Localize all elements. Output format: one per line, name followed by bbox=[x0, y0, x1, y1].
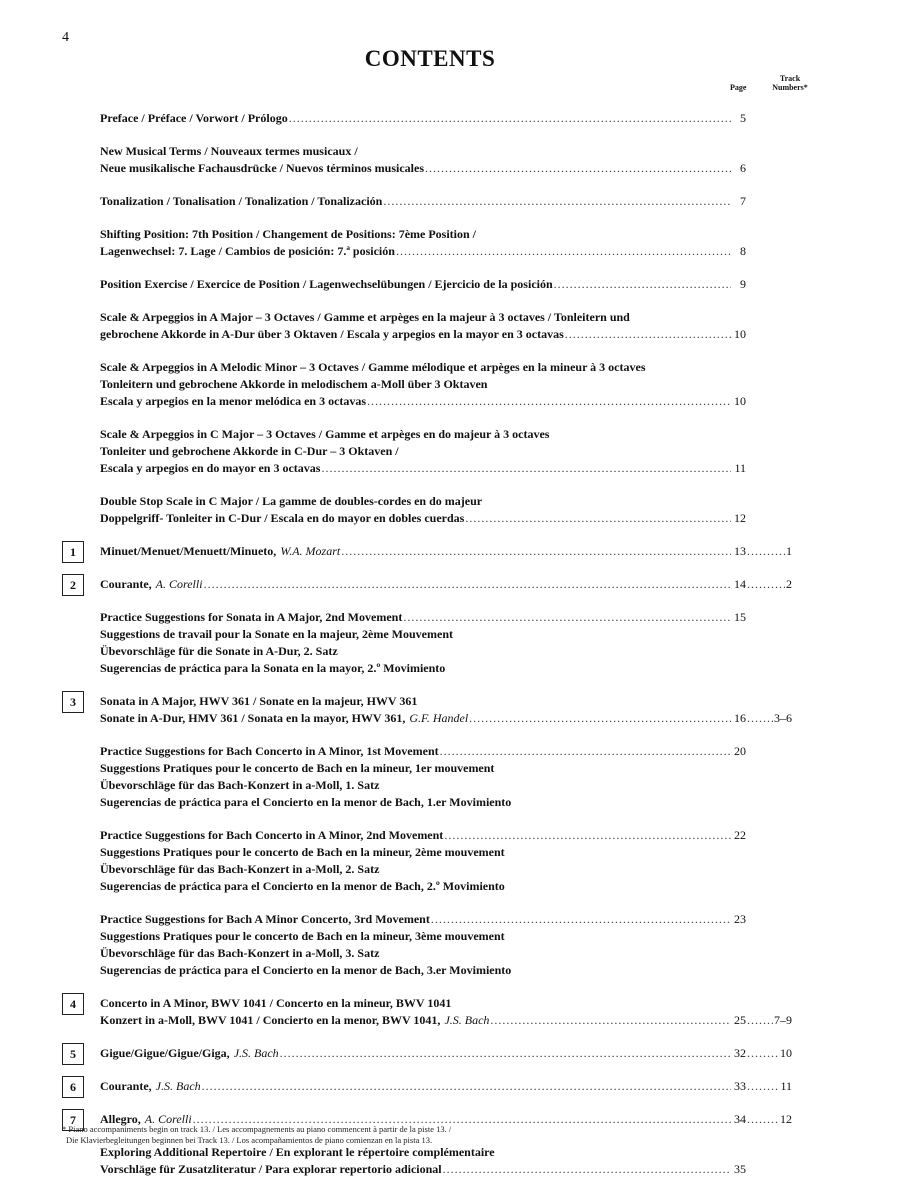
track-numbers: 7–9 bbox=[774, 1013, 792, 1027]
entry-line bbox=[100, 794, 800, 811]
contents-entry[interactable] bbox=[100, 1144, 800, 1178]
track-number-box: 2 bbox=[62, 574, 84, 596]
entry-title: Sugerencias de práctica para el Concierto en la menor de Bach, 2.º Movimiento bbox=[100, 879, 505, 893]
page-ref: 8 bbox=[740, 244, 746, 258]
entry-title: Suggestions de travail pour la Sonate en la majeur, 2ème Mouvement bbox=[100, 627, 453, 641]
contents-list bbox=[70, 110, 800, 1194]
entry-title: Shifting Position: 7th Position / Changement de Positions: 7ème Position / bbox=[100, 227, 477, 241]
entry-title: Practice Suggestions for Bach A Minor Concerto, 3rd Movement bbox=[100, 912, 430, 926]
entry-title: Sugerencias de práctica para la Sonata en la mayor, 2.º Movimiento bbox=[100, 661, 446, 675]
dot-leader bbox=[321, 460, 731, 477]
entry-line bbox=[100, 928, 800, 945]
dot-leader bbox=[444, 827, 731, 844]
entry-title: Practice Suggestions for Bach Concerto in A Minor, 2nd Movement bbox=[100, 828, 444, 842]
entry-title: Neue musikalische Fachausdrücke / Nuevos términos musicales bbox=[100, 161, 424, 175]
entry-line bbox=[100, 359, 800, 376]
entry-line bbox=[100, 962, 800, 979]
track-ref bbox=[746, 1012, 792, 1029]
entry-title: Courante, bbox=[100, 1079, 152, 1093]
entry-line bbox=[100, 911, 746, 928]
dot-leader bbox=[440, 743, 731, 760]
entry-title: Doppelgriff- Tonleiter in C-Dur / Escala en do mayor en dobles cuerdas bbox=[100, 511, 465, 525]
composer-name: J.S. Bach bbox=[233, 1046, 279, 1060]
entry-title: Double Stop Scale in C Major / La gamme de doubles-cordes en do majeur bbox=[100, 494, 483, 508]
entry-line bbox=[100, 543, 792, 560]
entry-title: Scale & Arpeggios in A Major – 3 Octaves / Gamme et arpèges en la majeur à 3 octaves / Tonleitern und bbox=[100, 310, 630, 324]
entry-line bbox=[100, 193, 746, 210]
entry-title: Übevorschläge für das Bach-Konzert in a-Moll, 1. Satz bbox=[100, 778, 380, 792]
track-header-line2: Numbers* bbox=[772, 83, 808, 92]
contents-entry[interactable] bbox=[100, 911, 800, 979]
entry-line bbox=[100, 777, 800, 794]
entry-title: Vorschläge für Zusatzliteratur / Para explorar repertorio adicional bbox=[100, 1162, 442, 1176]
entry-line bbox=[100, 276, 746, 293]
entry-line bbox=[100, 376, 800, 393]
entry-title: Escala y arpegios en do mayor en 3 octavas bbox=[100, 461, 321, 475]
entry-line bbox=[100, 326, 746, 343]
entry-line bbox=[100, 309, 800, 326]
entry-line bbox=[100, 827, 746, 844]
track-number-box: 4 bbox=[62, 993, 84, 1015]
entry-line bbox=[100, 626, 800, 643]
page-ref: 35 bbox=[734, 1162, 746, 1176]
track-column-header bbox=[760, 74, 820, 92]
track-number-box: 5 bbox=[62, 1043, 84, 1065]
entry-line bbox=[100, 493, 800, 510]
track-numbers: 11 bbox=[780, 1079, 792, 1093]
entry-title: Sugerencias de práctica para el Concierto en la menor de Bach, 3.er Movimiento bbox=[100, 963, 512, 977]
contents-entry[interactable] bbox=[100, 226, 800, 260]
entry-title: Position Exercise / Exercice de Position / Lagenwechselübungen / Ejercicio de la posición bbox=[100, 277, 553, 291]
entry-line bbox=[100, 945, 800, 962]
entry-line bbox=[100, 393, 746, 410]
entry-title: Scale & Arpeggios in A Melodic Minor – 3 Octaves / Gamme mélodique et arpèges en la mineur à 3 octaves bbox=[100, 360, 646, 374]
dot-leader bbox=[341, 543, 731, 560]
contents-entry[interactable] bbox=[100, 110, 800, 127]
entry-line bbox=[100, 426, 800, 443]
dot-leader bbox=[465, 510, 731, 527]
entry-line bbox=[100, 143, 800, 160]
entry-title: Sugerencias de práctica para el Concierto en la menor de Bach, 1.er Movimiento bbox=[100, 795, 512, 809]
entry-title: Minuet/Menuet/Menuett/Minueto, bbox=[100, 544, 277, 558]
dot-leader bbox=[747, 1045, 779, 1062]
entry-line bbox=[100, 460, 746, 477]
entry-title: Sonata in A Major, HWV 361 / Sonate en la majeur, HWV 361 bbox=[100, 694, 418, 708]
page-ref: 10 bbox=[734, 327, 746, 341]
entry-line bbox=[100, 995, 800, 1012]
contents-entry[interactable] bbox=[100, 827, 800, 895]
dot-leader bbox=[403, 609, 731, 626]
page-ref: 12 bbox=[734, 511, 746, 525]
page-ref: 16 bbox=[734, 711, 746, 725]
entry-line bbox=[100, 1078, 792, 1095]
footnote-line-1: * Piano accompaniments begin on track 13. / Les accompagnements au piano commencent à partir de la piste 13. / bbox=[62, 1124, 452, 1134]
contents-entry[interactable] bbox=[100, 743, 800, 811]
dot-leader bbox=[280, 1045, 731, 1062]
entry-title: Concerto in A Minor, BWV 1041 / Concerto en la mineur, BWV 1041 bbox=[100, 996, 452, 1010]
entry-line bbox=[100, 861, 800, 878]
page-ref: 5 bbox=[740, 111, 746, 125]
dot-leader bbox=[202, 1078, 731, 1095]
dot-leader bbox=[747, 710, 773, 727]
page-number: 4 bbox=[62, 30, 69, 45]
entry-line bbox=[100, 693, 800, 710]
entry-title: Courante, bbox=[100, 577, 152, 591]
entry-title: Tonalization / Tonalisation / Tonalization / Tonalización bbox=[100, 194, 383, 208]
page-ref: 20 bbox=[734, 744, 746, 758]
track-number-box: 6 bbox=[62, 1076, 84, 1098]
contents-entry[interactable] bbox=[100, 193, 800, 210]
contents-entry[interactable] bbox=[70, 1078, 800, 1095]
track-numbers: 12 bbox=[780, 1112, 792, 1126]
entry-line bbox=[100, 110, 746, 127]
contents-entry[interactable] bbox=[100, 426, 800, 477]
contents-entry[interactable] bbox=[70, 576, 800, 593]
dot-leader bbox=[443, 1161, 731, 1178]
track-number-box: 1 bbox=[62, 541, 84, 563]
track-ref bbox=[746, 710, 792, 727]
entry-line bbox=[100, 609, 746, 626]
entry-line bbox=[100, 160, 746, 177]
entry-title: Übevorschläge für das Bach-Konzert in a-Moll, 2. Satz bbox=[100, 862, 380, 876]
entry-title: Escala y arpegios en la menor melódica en 3 octavas bbox=[100, 394, 367, 408]
entry-line bbox=[100, 643, 800, 660]
entry-title: Practice Suggestions for Bach Concerto in A Minor, 1st Movement bbox=[100, 744, 439, 758]
page-ref: 32 bbox=[734, 1046, 746, 1060]
page-ref: 11 bbox=[734, 461, 746, 475]
track-number-box: 3 bbox=[62, 691, 84, 713]
dot-leader bbox=[747, 1012, 773, 1029]
dot-leader bbox=[747, 1078, 779, 1095]
contents-entry[interactable] bbox=[70, 995, 800, 1029]
entry-title: Practice Suggestions for Sonata in A Major, 2nd Movement bbox=[100, 610, 403, 624]
contents-entry[interactable] bbox=[100, 276, 800, 293]
dot-leader bbox=[565, 326, 731, 343]
contents-entry[interactable] bbox=[100, 143, 800, 177]
entry-line bbox=[100, 510, 746, 527]
dot-leader bbox=[469, 710, 731, 727]
entry-title: Gigue/Gigue/Gigue/Giga, bbox=[100, 1046, 230, 1060]
entry-line bbox=[100, 226, 800, 243]
entry-title: Allegro, bbox=[100, 1112, 141, 1126]
footnote bbox=[62, 1124, 822, 1146]
dot-leader bbox=[396, 243, 731, 260]
entry-line bbox=[100, 710, 792, 727]
entry-line bbox=[100, 1161, 746, 1178]
contents-entry[interactable] bbox=[100, 309, 800, 343]
dot-leader bbox=[289, 110, 731, 127]
page-ref: 9 bbox=[740, 277, 746, 291]
composer-name: J.S. Bach bbox=[155, 1079, 201, 1093]
contents-entry[interactable] bbox=[100, 359, 800, 410]
entry-line bbox=[100, 576, 792, 593]
contents-entry[interactable] bbox=[70, 1045, 800, 1062]
track-numbers: 10 bbox=[780, 1046, 792, 1060]
track-ref bbox=[746, 543, 792, 560]
dot-leader bbox=[425, 160, 731, 177]
entry-title: Lagenwechsel: 7. Lage / Cambios de posición: 7.ª posición bbox=[100, 244, 395, 258]
entry-line bbox=[100, 443, 800, 460]
page-ref: 25 bbox=[734, 1013, 746, 1027]
dot-leader bbox=[554, 276, 731, 293]
entry-title: Konzert in a-Moll, BWV 1041 / Concierto en la menor, BWV 1041, bbox=[100, 1013, 441, 1027]
entry-title: Preface / Préface / Vorwort / Prólogo bbox=[100, 111, 288, 125]
contents-entry[interactable] bbox=[70, 693, 800, 727]
track-number-box: 7 bbox=[62, 1109, 84, 1131]
dot-leader bbox=[367, 393, 731, 410]
entry-title: Übevorschläge für das Bach-Konzert in a-Moll, 3. Satz bbox=[100, 946, 380, 960]
track-ref bbox=[746, 576, 792, 593]
page-ref: 6 bbox=[740, 161, 746, 175]
entry-title: Tonleiter und gebrochene Akkorde in C-Dur – 3 Oktaven / bbox=[100, 444, 399, 458]
page-ref: 7 bbox=[740, 194, 746, 208]
entry-title: Sonate in A-Dur, HMV 361 / Sonata en la mayor, HWV 361, bbox=[100, 711, 406, 725]
entry-title: Exploring Additional Repertoire / En explorant le répertoire complémentaire bbox=[100, 1145, 495, 1159]
track-numbers: 2 bbox=[786, 577, 792, 591]
entry-line bbox=[100, 844, 800, 861]
composer-name: G.F. Handel bbox=[409, 711, 469, 725]
contents-entry[interactable] bbox=[70, 543, 800, 560]
page-ref: 33 bbox=[734, 1079, 746, 1093]
dot-leader bbox=[204, 576, 731, 593]
dot-leader bbox=[747, 543, 785, 560]
entry-title: Suggestions Pratiques pour le concerto de Bach en la mineur, 3ème mouvement bbox=[100, 929, 505, 943]
entry-title: gebrochene Akkorde in A-Dur über 3 Oktaven / Escala y arpegios en la mayor en 3 octavas bbox=[100, 327, 564, 341]
track-ref bbox=[746, 1078, 792, 1095]
entry-line bbox=[100, 1045, 792, 1062]
entry-line bbox=[100, 760, 800, 777]
page-ref: 34 bbox=[734, 1112, 746, 1126]
page-ref: 22 bbox=[734, 828, 746, 842]
page-ref: 15 bbox=[734, 610, 746, 624]
track-numbers: 3–6 bbox=[774, 711, 792, 725]
page-ref: 14 bbox=[734, 577, 746, 591]
track-header-line1: Track bbox=[779, 74, 801, 83]
page-ref: 10 bbox=[734, 394, 746, 408]
dot-leader bbox=[747, 576, 785, 593]
page-title: CONTENTS bbox=[364, 46, 496, 71]
contents-entry[interactable] bbox=[100, 609, 800, 677]
entry-line bbox=[100, 1144, 800, 1161]
entry-title: Tonleitern und gebrochene Akkorde in melodischem a-Moll über 3 Oktaven bbox=[100, 377, 488, 391]
composer-name: A. Corelli bbox=[155, 577, 203, 591]
dot-leader bbox=[431, 911, 731, 928]
dot-leader bbox=[490, 1012, 731, 1029]
entry-title: Scale & Arpeggios in C Major – 3 Octaves / Gamme et arpèges en do majeur à 3 octaves bbox=[100, 427, 550, 441]
footnote-line-2: Die Klavierbegleitungen beginnen bei Track 13. / Los acompañamientos de piano comienzan en la pista 13. bbox=[66, 1135, 433, 1145]
contents-entry[interactable] bbox=[100, 493, 800, 527]
entry-line bbox=[100, 660, 800, 677]
page-ref: 23 bbox=[734, 912, 746, 926]
entry-line bbox=[100, 743, 746, 760]
entry-title: New Musical Terms / Nouveaux termes musicaux / bbox=[100, 144, 358, 158]
composer-name: W.A. Mozart bbox=[280, 544, 341, 558]
dot-leader bbox=[383, 193, 731, 210]
track-numbers: 1 bbox=[786, 544, 792, 558]
composer-name: J.S. Bach bbox=[444, 1013, 490, 1027]
entry-line bbox=[100, 243, 746, 260]
page-column-header: Page bbox=[730, 83, 747, 92]
entry-title: Suggestions Pratiques pour le concerto de Bach en la mineur, 2ème mouvement bbox=[100, 845, 505, 859]
entry-line bbox=[100, 878, 800, 895]
entry-line bbox=[100, 1012, 792, 1029]
column-headers bbox=[700, 74, 830, 98]
entry-title: Übevorschläge für die Sonate in A-Dur, 2. Satz bbox=[100, 644, 338, 658]
track-ref bbox=[746, 1045, 792, 1062]
entry-title: Suggestions Pratiques pour le concerto de Bach en la mineur, 1er mouvement bbox=[100, 761, 495, 775]
page-ref: 13 bbox=[734, 544, 746, 558]
composer-name: A. Corelli bbox=[144, 1112, 192, 1126]
